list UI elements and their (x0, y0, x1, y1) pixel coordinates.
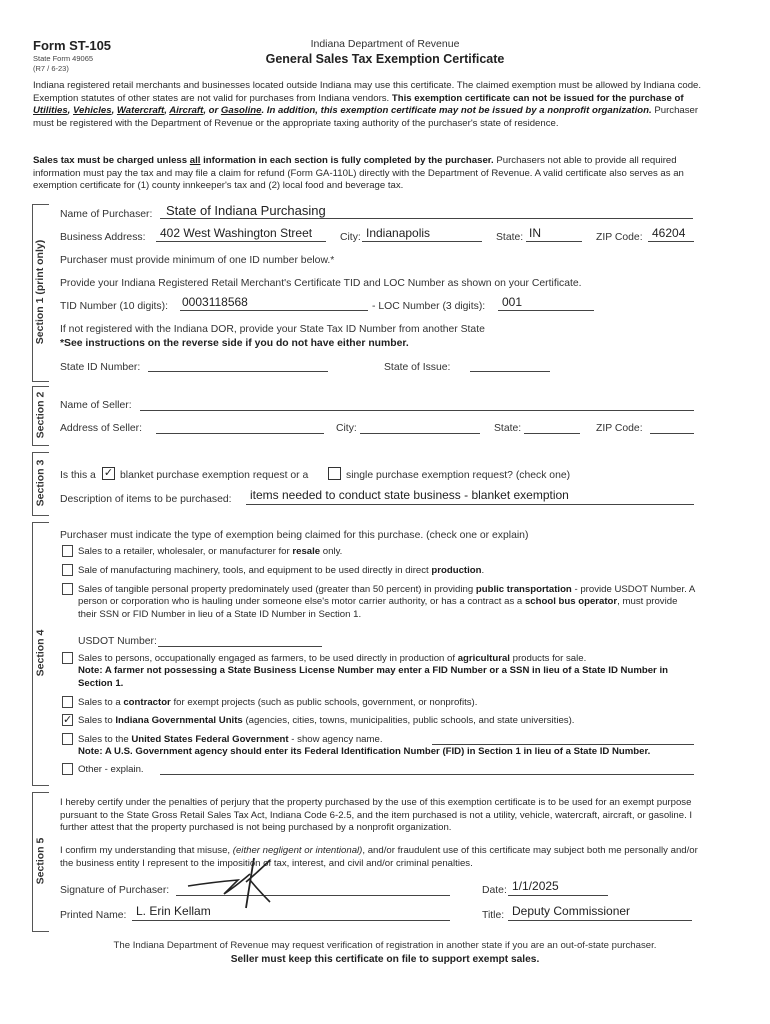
tid-instruction: Provide your Indiana Registered Retail Merchant's Certificate TID and LOC Number as shown on your Certificate. (60, 278, 582, 289)
section-1-tab: Section 1 (print only) (34, 239, 47, 345)
blanket-checkbox[interactable]: ✓ (103, 467, 114, 479)
section-3-tab: Section 3 (34, 459, 46, 507)
printed-name-value: L. Erin Kellam (136, 904, 211, 918)
exemption-instruction: Purchaser must indicate the type of exemption being claimed for this purchase. (check one or explain) (60, 530, 529, 541)
id-requirement-note: Purchaser must provide minimum of one ID number below.* (60, 255, 335, 266)
government-units-checkbox[interactable]: ✓ (63, 714, 73, 726)
loc-number-value: 001 (502, 295, 523, 309)
other-checkbox[interactable] (62, 763, 73, 775)
seller-address-field[interactable] (156, 419, 324, 434)
loc-number-label: - LOC Number (3 digits): (372, 301, 486, 312)
state-id-label: State ID Number: (60, 362, 141, 373)
seller-zip-label: ZIP Code: (596, 423, 643, 434)
business-address-value: 402 West Washington Street (160, 226, 313, 240)
zip-label: ZIP Code: (596, 232, 643, 243)
intro-paragraph: Indiana registered retail merchants and businesses located outside Indiana may use this certificate. The claimed exemption must be allowed by Indiana code. Exemption statutes of other states are not valid for purchases from Indiana vendors. This exemption certificate can not be issued for the purchase of Utilities, Vehicles, Watercraft, Aircraft, or Gasoline. In addition, this exemption certificate may not be issued by a nonprofit organization. Purchaser must be registered with the Department of Revenue or the appropriate taxing authority of the purchaser's state of residence. (33, 80, 702, 129)
footer-verification-note: The Indiana Department of Revenue may request verification of registration in another state if you are an out-of-state purchaser. (113, 940, 657, 951)
usdot-label: USDOT Number: (78, 636, 157, 647)
single-checkbox[interactable] (328, 467, 341, 480)
tid-number-label: TID Number (10 digits): (60, 301, 168, 312)
items-description-value: items needed to conduct state business - blanket exemption (250, 488, 569, 502)
certification-statement: I hereby certify under the penalties of perjury that the property purchased by the use of this exemption certificate is to be used for an exempt purpose pursuant to the State Gross Retail Sales Tax Act, Indiana Code 6-2.5, and the item purchased is not a utility, vehicle, watercraft, aircraft, or gasoline. I further attest that the property purchased is not being purchased by a nonprofit organization. (60, 797, 693, 834)
seller-address-label: Address of Seller: (60, 423, 143, 434)
single-label: single purchase exemption request? (check one) (346, 470, 571, 481)
agency-name: Indiana Department of Revenue (310, 38, 460, 50)
seller-zip-field[interactable] (650, 419, 694, 434)
seller-city-label: City: (336, 423, 357, 434)
business-address-label: Business Address: (60, 232, 146, 243)
seller-name-field[interactable] (140, 396, 694, 411)
federal-government-checkbox[interactable] (62, 733, 73, 745)
section-4-tab: Section 4 (34, 629, 46, 677)
state-issue-field[interactable] (470, 357, 550, 372)
form-title: General Sales Tax Exemption Certificate (265, 52, 505, 66)
contractor-option: Sales to a contractor for exempt projects (such as public schools, government, or nonprofits). (78, 697, 478, 708)
signature-label: Signature of Purchaser: (60, 885, 170, 896)
agricultural-option: Sales to persons, occupationally engaged as farmers, to be used directly in production of agricultural products for sale. Note: A farmer not possessing a State Business License Number may enter a FID Number or a SSN in lieu of a State ID Number in Section 1. (78, 653, 668, 689)
seller-state-field[interactable] (524, 419, 580, 434)
state-form-number: State Form 49065 (33, 54, 94, 63)
contractor-checkbox[interactable] (62, 696, 73, 708)
other-option: Other - explain. (78, 764, 144, 775)
state-id-field[interactable] (148, 357, 328, 372)
printed-name-label: Printed Name: (60, 910, 127, 921)
transportation-option: Sales of tangible personal property predominately used (greater than 50 percent) in providing public transportation - provide USDOT Number. A person or corporation who is hauling under someone else's motor carrier authority, or has a contract as a school bus operator, must provide their SSN or FID Number in lieu of a State ID Number in Section 1. (78, 584, 695, 620)
instructions-note: *See instructions on the reverse side if you do not have either number. (60, 338, 409, 349)
confirmation-statement: I confirm my understanding that misuse, (either negligent or intentional), and/or fraudulent use of this certificate may subject both me personally and/or the business entity I represent to the imposition of tax, interest, and civil and/or criminal penalties. (60, 845, 698, 869)
city-label: City: (340, 232, 361, 243)
date-label: Date: (482, 885, 507, 896)
purchaser-name-value: State of Indiana Purchasing (166, 203, 326, 218)
state-value: IN (529, 226, 541, 240)
form-revision: (R7 / 6-23) (33, 64, 69, 73)
production-checkbox[interactable] (62, 564, 73, 576)
state-issue-label: State of Issue: (384, 362, 451, 373)
title-value: Deputy Commissioner (512, 904, 631, 918)
production-option: Sale of manufacturing machinery, tools, and equipment to be used directly in direct production. (78, 565, 485, 576)
zip-value: 46204 (652, 226, 686, 240)
government-units-option: Sales to Indiana Governmental Units (agencies, cities, towns, municipalities, public schools, and state universities). (78, 715, 575, 726)
federal-government-option: Sales to the United States Federal Government - show agency name. Note: A U.S. Government agency should enter its Federal Identification Number (FID) in Section 1 in lieu of a State ID Number. (78, 734, 651, 758)
footer-seller-note: Seller must keep this certificate on file to support exempt sales. (230, 954, 540, 965)
date-value: 1/1/2025 (512, 879, 559, 893)
seller-state-label: State: (494, 423, 522, 434)
dor-note: If not registered with the Indiana DOR, provide your State Tax ID Number from another State (60, 324, 485, 335)
other-explain-field[interactable] (160, 762, 694, 775)
usdot-field[interactable] (158, 632, 322, 647)
state-label: State: (496, 232, 524, 243)
section-5-tab: Section 5 (34, 837, 46, 885)
agricultural-checkbox[interactable] (62, 652, 73, 664)
resale-option: Sales to a retailer, wholesaler, or manufacturer for resale only. (78, 546, 343, 557)
tid-number-value: 0003118568 (182, 295, 248, 309)
section-2-tab: Section 2 (34, 391, 46, 439)
city-value: Indianapolis (366, 226, 431, 240)
seller-city-field[interactable] (360, 419, 480, 434)
transportation-checkbox[interactable] (62, 583, 73, 595)
blanket-label: blanket purchase exemption request or a (120, 470, 309, 481)
agency-name-field[interactable] (432, 732, 694, 745)
title-label: Title: (482, 910, 505, 921)
purchaser-name-label: Name of Purchaser: (60, 209, 153, 220)
purchase-type-question: Is this a (60, 470, 96, 481)
signature-image (184, 852, 294, 912)
resale-checkbox[interactable] (62, 545, 73, 557)
tax-requirement-paragraph: Sales tax must be charged unless all information in each section is fully completed by the purchaser. Purchasers not able to provide all required information must pay the tax and may file a claim for refund (Form GA-110L) directly with the Department of Revenue. A valid certificate also serves as an exemption certificate for (1) county innkeeper's tax and (2) local food and beverage tax. (33, 155, 684, 192)
seller-name-label: Name of Seller: (60, 400, 132, 411)
form-number: Form ST-105 (33, 38, 112, 53)
items-description-label: Description of items to be purchased: (60, 494, 232, 505)
